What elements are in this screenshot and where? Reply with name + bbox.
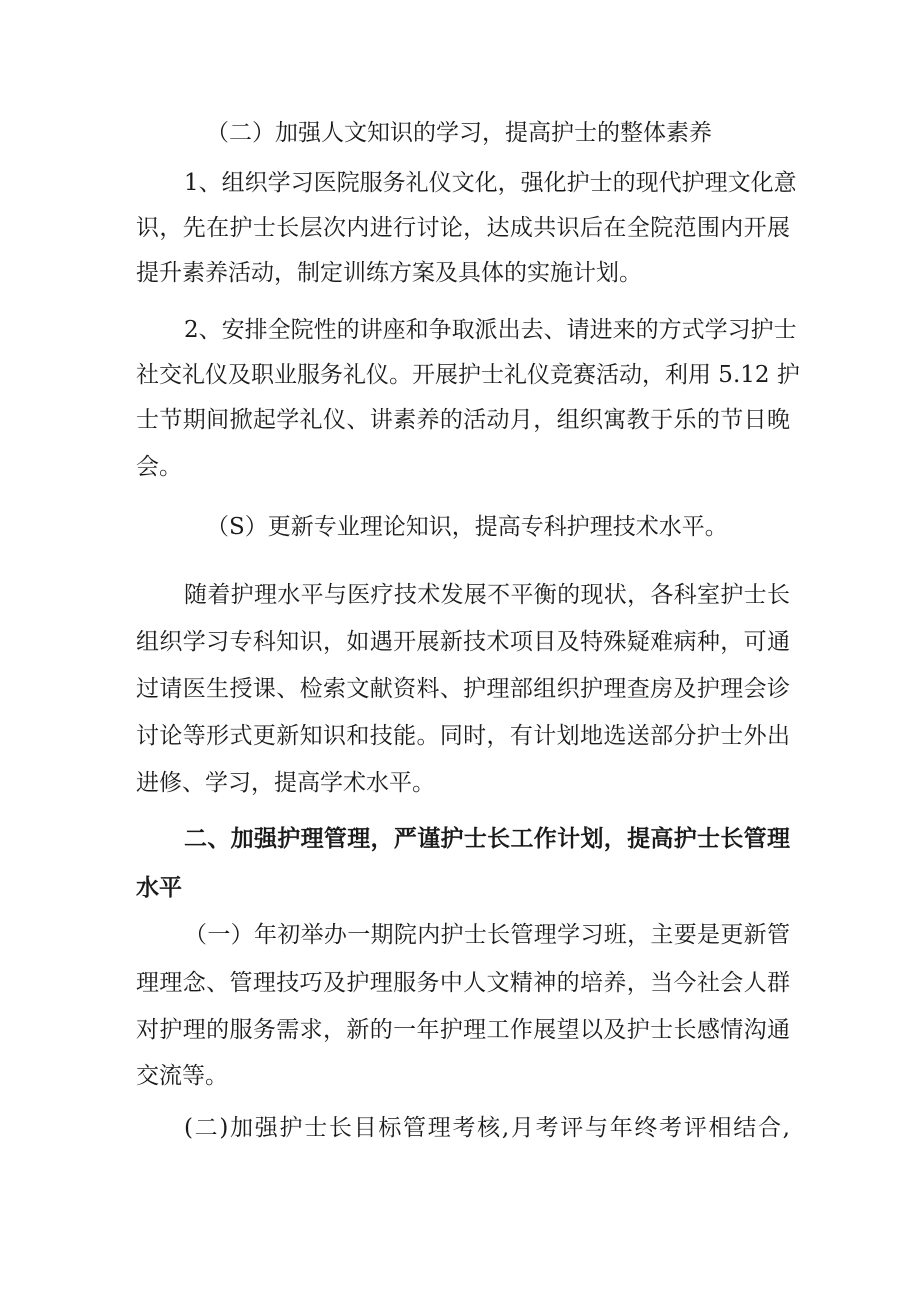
paragraph-line: 士节期间掀起学礼仪、讲素养的活动月，组织寓教于乐的节日晚 <box>136 407 790 433</box>
paragraph-line: 2、安排全院性的讲座和争取派出去、请进来的方式学习护士 <box>184 317 797 343</box>
paragraph-line: （一）年初举办一期院内护士长管理学习班，主要是更新管 <box>184 922 790 948</box>
section-heading-professional: （S）更新专业理论知识，提高专科护理技术水平。 <box>206 514 728 540</box>
paragraph-line: 识，先在护士长层次内进行讨论，达成共识后在全院范围内开展 <box>136 215 790 241</box>
section-heading-management: 二、加强护理管理，严谨护士长工作计划，提高护士长管理 <box>184 826 790 852</box>
paragraph-line: 社交礼仪及职业服务礼仪。开展护士礼仪竞赛活动，利用 5.12 护 <box>136 362 800 388</box>
paragraph-line: 1、组织学习医院服务礼仪文化，强化护士的现代护理文化意 <box>184 170 797 196</box>
paragraph-line: 组织学习专科知识，如遇开展新技术项目及特殊疑难病种，可通 <box>136 629 790 655</box>
paragraph-line: 提升素养活动，制定训练方案及具体的实施计划。 <box>136 260 642 286</box>
paragraph-line: 会。 <box>136 454 182 480</box>
paragraph-line: 理理念、管理技巧及护理服务中人文精神的培养，当今社会人群 <box>136 970 790 996</box>
paragraph-line: 进修、学习，提高学术水平。 <box>136 770 435 796</box>
paragraph-line: 对护理的服务需求，新的一年护理工作展望以及护士长感情沟通 <box>136 1017 790 1043</box>
paragraph-line: 随着护理水平与医疗技术发展不平衡的现状，各科室护士长 <box>184 582 790 608</box>
paragraph-line: 讨论等形式更新知识和技能。同时，有计划地选送部分护士外出 <box>136 723 790 749</box>
section-heading-management-cont: 水平 <box>136 875 182 901</box>
paragraph-line: 交流等。 <box>136 1063 228 1089</box>
section-heading-humanities: （二）加强人文知识的学习，提高护士的整体素养 <box>206 120 712 146</box>
paragraph-line: 过请医生授课、检索文献资料、护理部组织护理查房及护理会诊 <box>136 676 790 702</box>
paragraph-line: (二)加强护士长目标管理考核,月考评与年终考评相结合, <box>184 1115 790 1141</box>
